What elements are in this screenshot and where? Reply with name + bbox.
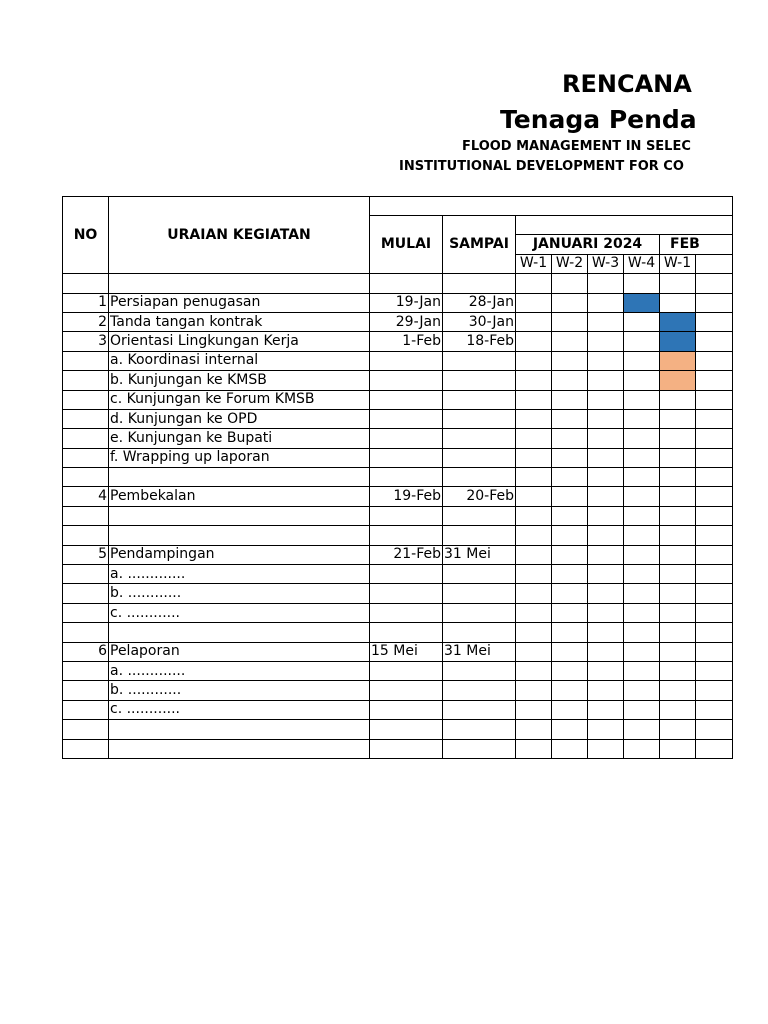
gantt-cell[interactable] [660, 720, 696, 739]
gantt-cell[interactable] [696, 603, 733, 622]
gantt-cell[interactable] [660, 739, 696, 758]
table-row [63, 274, 733, 293]
gantt-cell[interactable] [696, 487, 733, 506]
cell-start[interactable] [370, 506, 443, 525]
gantt-cell[interactable] [696, 623, 733, 642]
gantt-cell[interactable] [552, 642, 588, 661]
cell-end[interactable] [443, 623, 516, 642]
cell-end[interactable]: 28-Jan [443, 293, 516, 312]
cell-start[interactable] [370, 584, 443, 603]
gantt-cell[interactable] [588, 312, 624, 331]
gantt-cell[interactable] [660, 545, 696, 564]
cell-start[interactable]: 15 Mei [370, 642, 443, 661]
gantt-cell[interactable] [516, 371, 552, 390]
cell-no[interactable] [63, 661, 109, 680]
gantt-cell[interactable] [624, 526, 660, 545]
gantt-cell[interactable] [552, 623, 588, 642]
table-row [63, 661, 733, 680]
gantt-bar-cell[interactable] [660, 332, 696, 351]
cell-no[interactable] [63, 681, 109, 700]
gantt-cell[interactable] [552, 429, 588, 448]
cell-task[interactable]: Pendampingan [109, 545, 370, 564]
cell-end[interactable]: 18-Feb [443, 332, 516, 351]
table-row [63, 487, 733, 506]
gantt-cell[interactable] [552, 584, 588, 603]
gantt-cell[interactable] [624, 681, 660, 700]
table-row [63, 429, 733, 448]
gantt-cell[interactable] [588, 293, 624, 312]
cell-no[interactable] [63, 274, 109, 293]
gantt-cell[interactable] [624, 468, 660, 487]
gantt-cell[interactable] [516, 700, 552, 719]
gantt-cell[interactable] [660, 565, 696, 584]
table-row [63, 506, 733, 525]
cell-task[interactable] [109, 526, 370, 545]
gantt-cell[interactable] [696, 584, 733, 603]
cell-start[interactable] [370, 448, 443, 467]
cell-no[interactable] [63, 603, 109, 622]
header-top-blank[interactable] [370, 197, 733, 216]
cell-task[interactable]: c. ............ [109, 700, 370, 719]
gantt-cell[interactable] [660, 603, 696, 622]
cell-no[interactable] [63, 371, 109, 390]
table-row [63, 371, 733, 390]
gantt-cell[interactable] [588, 468, 624, 487]
gantt-cell[interactable] [588, 545, 624, 564]
gantt-cell[interactable] [588, 623, 624, 642]
gantt-cell[interactable] [588, 274, 624, 293]
cell-task[interactable]: f. Wrapping up laporan [109, 448, 370, 467]
gantt-cell[interactable] [516, 623, 552, 642]
cell-start[interactable] [370, 390, 443, 409]
header-week-blank[interactable] [696, 254, 733, 273]
gantt-cell[interactable] [696, 642, 733, 661]
gantt-cell[interactable] [624, 584, 660, 603]
gantt-cell[interactable] [696, 545, 733, 564]
gantt-cell[interactable] [696, 506, 733, 525]
header-month-january[interactable]: JANUARI 2024 [516, 235, 660, 254]
gantt-cell[interactable] [696, 293, 733, 312]
cell-start[interactable] [370, 681, 443, 700]
gantt-cell[interactable] [696, 468, 733, 487]
cell-start[interactable] [370, 623, 443, 642]
header-sampai[interactable]: SAMPAI [443, 216, 516, 274]
cell-task[interactable]: c. ............ [109, 603, 370, 622]
cell-start[interactable] [370, 700, 443, 719]
cell-no[interactable] [63, 623, 109, 642]
cell-end[interactable]: 31 Mei [443, 642, 516, 661]
gantt-cell[interactable] [624, 429, 660, 448]
gantt-cell[interactable] [660, 584, 696, 603]
cell-end[interactable]: 20-Feb [443, 487, 516, 506]
gantt-cell[interactable] [588, 506, 624, 525]
gantt-cell[interactable] [588, 429, 624, 448]
gantt-cell[interactable] [624, 700, 660, 719]
gantt-cell[interactable] [516, 429, 552, 448]
gantt-cell[interactable] [660, 429, 696, 448]
cell-no[interactable] [63, 526, 109, 545]
gantt-cell[interactable] [588, 390, 624, 409]
cell-start[interactable] [370, 371, 443, 390]
header-week[interactable]: W-3 [588, 254, 624, 273]
gantt-cell[interactable] [588, 487, 624, 506]
gantt-cell[interactable] [588, 351, 624, 370]
cell-task[interactable]: Orientasi Lingkungan Kerja [109, 332, 370, 351]
gantt-cell[interactable] [624, 351, 660, 370]
cell-start[interactable] [370, 351, 443, 370]
gantt-cell[interactable] [660, 274, 696, 293]
gantt-cell[interactable] [552, 681, 588, 700]
gantt-cell[interactable] [516, 448, 552, 467]
gantt-cell[interactable] [588, 739, 624, 758]
table-row [63, 351, 733, 370]
project-name-line1: FLOOD MANAGEMENT IN SELEC [462, 139, 691, 154]
gantt-cell[interactable] [696, 409, 733, 428]
table-row [63, 293, 733, 312]
gantt-cell[interactable] [516, 487, 552, 506]
gantt-cell[interactable] [696, 332, 733, 351]
page-subtitle: Tenaga Penda [500, 105, 697, 134]
gantt-cell[interactable] [696, 661, 733, 680]
cell-no[interactable] [63, 506, 109, 525]
cell-end[interactable]: 30-Jan [443, 312, 516, 331]
table-row [63, 312, 733, 331]
cell-start[interactable]: 29-Jan [370, 312, 443, 331]
schedule-table [62, 196, 733, 759]
cell-task[interactable]: d. Kunjungan ke OPD [109, 409, 370, 428]
cell-task[interactable]: c. Kunjungan ke Forum KMSB [109, 390, 370, 409]
gantt-cell[interactable] [660, 390, 696, 409]
cell-task[interactable]: Pembekalan [109, 487, 370, 506]
gantt-cell[interactable] [624, 720, 660, 739]
cell-no[interactable]: 3 [63, 332, 109, 351]
gantt-cell[interactable] [624, 506, 660, 525]
gantt-cell[interactable] [516, 390, 552, 409]
table-row [63, 332, 733, 351]
cell-end[interactable] [443, 565, 516, 584]
gantt-cell[interactable] [588, 720, 624, 739]
gantt-cell[interactable] [660, 293, 696, 312]
cell-start[interactable] [370, 565, 443, 584]
cell-start[interactable] [370, 603, 443, 622]
cell-end[interactable] [443, 371, 516, 390]
gantt-cell[interactable] [552, 390, 588, 409]
cell-end[interactable] [443, 661, 516, 680]
header-row-1 [63, 197, 733, 216]
gantt-cell[interactable] [552, 448, 588, 467]
cell-task[interactable] [109, 506, 370, 525]
header-period-blank[interactable] [516, 216, 733, 235]
gantt-cell[interactable] [516, 293, 552, 312]
gantt-cell[interactable] [696, 565, 733, 584]
gantt-cell[interactable] [624, 371, 660, 390]
gantt-cell[interactable] [660, 681, 696, 700]
cell-end[interactable] [443, 603, 516, 622]
gantt-cell[interactable] [588, 332, 624, 351]
cell-start[interactable] [370, 468, 443, 487]
cell-end[interactable] [443, 739, 516, 758]
cell-end[interactable] [443, 468, 516, 487]
cell-end[interactable] [443, 584, 516, 603]
table-row [63, 545, 733, 564]
cell-start[interactable] [370, 739, 443, 758]
cell-no[interactable]: 4 [63, 487, 109, 506]
gantt-cell[interactable] [552, 274, 588, 293]
gantt-cell[interactable] [588, 603, 624, 622]
gantt-cell[interactable] [624, 312, 660, 331]
gantt-cell[interactable] [552, 526, 588, 545]
gantt-cell[interactable] [552, 603, 588, 622]
gantt-cell[interactable] [552, 739, 588, 758]
gantt-cell[interactable] [696, 739, 733, 758]
table-row [63, 681, 733, 700]
gantt-cell[interactable] [552, 468, 588, 487]
gantt-cell[interactable] [696, 448, 733, 467]
cell-no[interactable] [63, 739, 109, 758]
gantt-bar-cell[interactable] [624, 293, 660, 312]
gantt-cell[interactable] [660, 409, 696, 428]
gantt-bar-cell[interactable] [660, 371, 696, 390]
gantt-cell[interactable] [588, 565, 624, 584]
gantt-cell[interactable] [516, 720, 552, 739]
gantt-cell[interactable] [516, 506, 552, 525]
cell-task[interactable]: b. ............ [109, 681, 370, 700]
gantt-cell[interactable] [696, 312, 733, 331]
table-row [63, 584, 733, 603]
cell-no[interactable]: 6 [63, 642, 109, 661]
gantt-cell[interactable] [660, 642, 696, 661]
cell-task[interactable] [109, 468, 370, 487]
cell-end[interactable] [443, 409, 516, 428]
cell-task[interactable]: b. ............ [109, 584, 370, 603]
gantt-cell[interactable] [516, 526, 552, 545]
cell-start[interactable] [370, 720, 443, 739]
gantt-cell[interactable] [552, 293, 588, 312]
gantt-bar-cell[interactable] [660, 351, 696, 370]
cell-task[interactable]: a. Koordinasi internal [109, 351, 370, 370]
gantt-cell[interactable] [696, 351, 733, 370]
cell-task[interactable]: e. Kunjungan ke Bupati [109, 429, 370, 448]
gantt-cell[interactable] [516, 332, 552, 351]
cell-task[interactable]: Pelaporan [109, 642, 370, 661]
cell-no[interactable] [63, 448, 109, 467]
cell-task[interactable]: a. ............. [109, 661, 370, 680]
cell-no[interactable]: 1 [63, 293, 109, 312]
header-week[interactable]: W-1 [660, 254, 696, 273]
gantt-cell[interactable] [516, 468, 552, 487]
cell-end[interactable] [443, 390, 516, 409]
gantt-cell[interactable] [588, 642, 624, 661]
gantt-cell[interactable] [660, 487, 696, 506]
cell-start[interactable]: 1-Feb [370, 332, 443, 351]
gantt-cell[interactable] [624, 487, 660, 506]
gantt-cell[interactable] [552, 487, 588, 506]
gantt-bar-cell[interactable] [660, 312, 696, 331]
cell-no[interactable] [63, 720, 109, 739]
gantt-cell[interactable] [624, 332, 660, 351]
cell-task[interactable] [109, 274, 370, 293]
cell-end[interactable] [443, 351, 516, 370]
gantt-cell[interactable] [696, 526, 733, 545]
table-row [63, 526, 733, 545]
gantt-cell[interactable] [552, 409, 588, 428]
cell-end[interactable]: 31 Mei [443, 545, 516, 564]
cell-no[interactable] [63, 429, 109, 448]
header-week[interactable]: W-2 [552, 254, 588, 273]
gantt-cell[interactable] [516, 642, 552, 661]
cell-no[interactable] [63, 409, 109, 428]
gantt-cell[interactable] [552, 545, 588, 564]
cell-no[interactable] [63, 351, 109, 370]
gantt-cell[interactable] [660, 700, 696, 719]
gantt-cell[interactable] [660, 661, 696, 680]
gantt-cell[interactable] [516, 312, 552, 331]
cell-no[interactable] [63, 584, 109, 603]
cell-task[interactable] [109, 739, 370, 758]
gantt-cell[interactable] [552, 720, 588, 739]
gantt-cell[interactable] [660, 526, 696, 545]
cell-end[interactable] [443, 448, 516, 467]
header-month-february[interactable]: FEB [660, 235, 733, 254]
cell-task[interactable]: b. Kunjungan ke KMSB [109, 371, 370, 390]
gantt-cell[interactable] [696, 274, 733, 293]
gantt-cell[interactable] [624, 661, 660, 680]
cell-no[interactable]: 2 [63, 312, 109, 331]
gantt-cell[interactable] [588, 700, 624, 719]
cell-start[interactable] [370, 429, 443, 448]
table-row [63, 409, 733, 428]
gantt-cell[interactable] [516, 351, 552, 370]
table-row [63, 603, 733, 622]
cell-task[interactable]: Tanda tangan kontrak [109, 312, 370, 331]
gantt-cell[interactable] [588, 526, 624, 545]
table-row [63, 468, 733, 487]
cell-end[interactable] [443, 274, 516, 293]
table-row [63, 565, 733, 584]
cell-end[interactable] [443, 720, 516, 739]
table-row [63, 623, 733, 642]
gantt-cell[interactable] [696, 720, 733, 739]
gantt-cell[interactable] [516, 565, 552, 584]
gantt-cell[interactable] [516, 545, 552, 564]
header-mulai[interactable]: MULAI [370, 216, 443, 274]
cell-start[interactable]: 21-Feb [370, 545, 443, 564]
gantt-cell[interactable] [516, 274, 552, 293]
cell-end[interactable] [443, 700, 516, 719]
gantt-cell[interactable] [624, 274, 660, 293]
gantt-cell[interactable] [624, 448, 660, 467]
header-uraian[interactable]: URAIAN KEGIATAN [109, 197, 370, 274]
gantt-cell[interactable] [696, 371, 733, 390]
table-row [63, 739, 733, 758]
page-title: RENCANA [562, 70, 692, 98]
gantt-cell[interactable] [552, 371, 588, 390]
gantt-cell[interactable] [660, 468, 696, 487]
cell-start[interactable] [370, 661, 443, 680]
cell-task[interactable]: a. ............. [109, 565, 370, 584]
gantt-cell[interactable] [588, 409, 624, 428]
gantt-cell[interactable] [588, 371, 624, 390]
gantt-cell[interactable] [624, 545, 660, 564]
project-name-line2: INSTITUTIONAL DEVELOPMENT FOR CO [399, 159, 684, 174]
cell-task[interactable]: Persiapan penugasan [109, 293, 370, 312]
gantt-cell[interactable] [516, 661, 552, 680]
gantt-cell[interactable] [588, 448, 624, 467]
gantt-cell[interactable] [696, 429, 733, 448]
cell-no[interactable] [63, 390, 109, 409]
cell-no[interactable] [63, 700, 109, 719]
cell-start[interactable] [370, 409, 443, 428]
gantt-cell[interactable] [552, 332, 588, 351]
gantt-cell[interactable] [552, 661, 588, 680]
gantt-cell[interactable] [516, 409, 552, 428]
gantt-cell[interactable] [552, 700, 588, 719]
cell-start[interactable]: 19-Jan [370, 293, 443, 312]
gantt-cell[interactable] [696, 390, 733, 409]
gantt-cell[interactable] [624, 565, 660, 584]
gantt-cell[interactable] [516, 739, 552, 758]
header-week[interactable]: W-4 [624, 254, 660, 273]
cell-end[interactable] [443, 681, 516, 700]
gantt-cell[interactable] [624, 390, 660, 409]
gantt-cell[interactable] [624, 409, 660, 428]
table-row [63, 720, 733, 739]
gantt-cell[interactable] [588, 681, 624, 700]
gantt-cell[interactable] [624, 603, 660, 622]
gantt-cell[interactable] [588, 661, 624, 680]
cell-task[interactable] [109, 720, 370, 739]
cell-no[interactable] [63, 565, 109, 584]
cell-no[interactable]: 5 [63, 545, 109, 564]
gantt-cell[interactable] [696, 681, 733, 700]
cell-start[interactable] [370, 526, 443, 545]
gantt-cell[interactable] [624, 623, 660, 642]
table-row [63, 700, 733, 719]
gantt-cell[interactable] [660, 506, 696, 525]
gantt-cell[interactable] [588, 584, 624, 603]
header-no[interactable]: NO [63, 197, 109, 274]
cell-no[interactable] [63, 468, 109, 487]
table-row [63, 642, 733, 661]
cell-end[interactable] [443, 526, 516, 545]
gantt-cell[interactable] [660, 623, 696, 642]
gantt-cell[interactable] [516, 584, 552, 603]
cell-end[interactable] [443, 506, 516, 525]
gantt-cell[interactable] [624, 739, 660, 758]
gantt-cell[interactable] [624, 642, 660, 661]
gantt-cell[interactable] [552, 312, 588, 331]
gantt-cell[interactable] [552, 351, 588, 370]
table-row [63, 390, 733, 409]
cell-task[interactable] [109, 623, 370, 642]
gantt-cell[interactable] [696, 700, 733, 719]
gantt-cell[interactable] [552, 565, 588, 584]
gantt-cell[interactable] [552, 506, 588, 525]
header-week[interactable]: W-1 [516, 254, 552, 273]
gantt-cell[interactable] [660, 448, 696, 467]
table-row [63, 448, 733, 467]
gantt-cell[interactable] [516, 603, 552, 622]
cell-start[interactable]: 19-Feb [370, 487, 443, 506]
cell-end[interactable] [443, 429, 516, 448]
gantt-cell[interactable] [516, 681, 552, 700]
cell-start[interactable] [370, 274, 443, 293]
